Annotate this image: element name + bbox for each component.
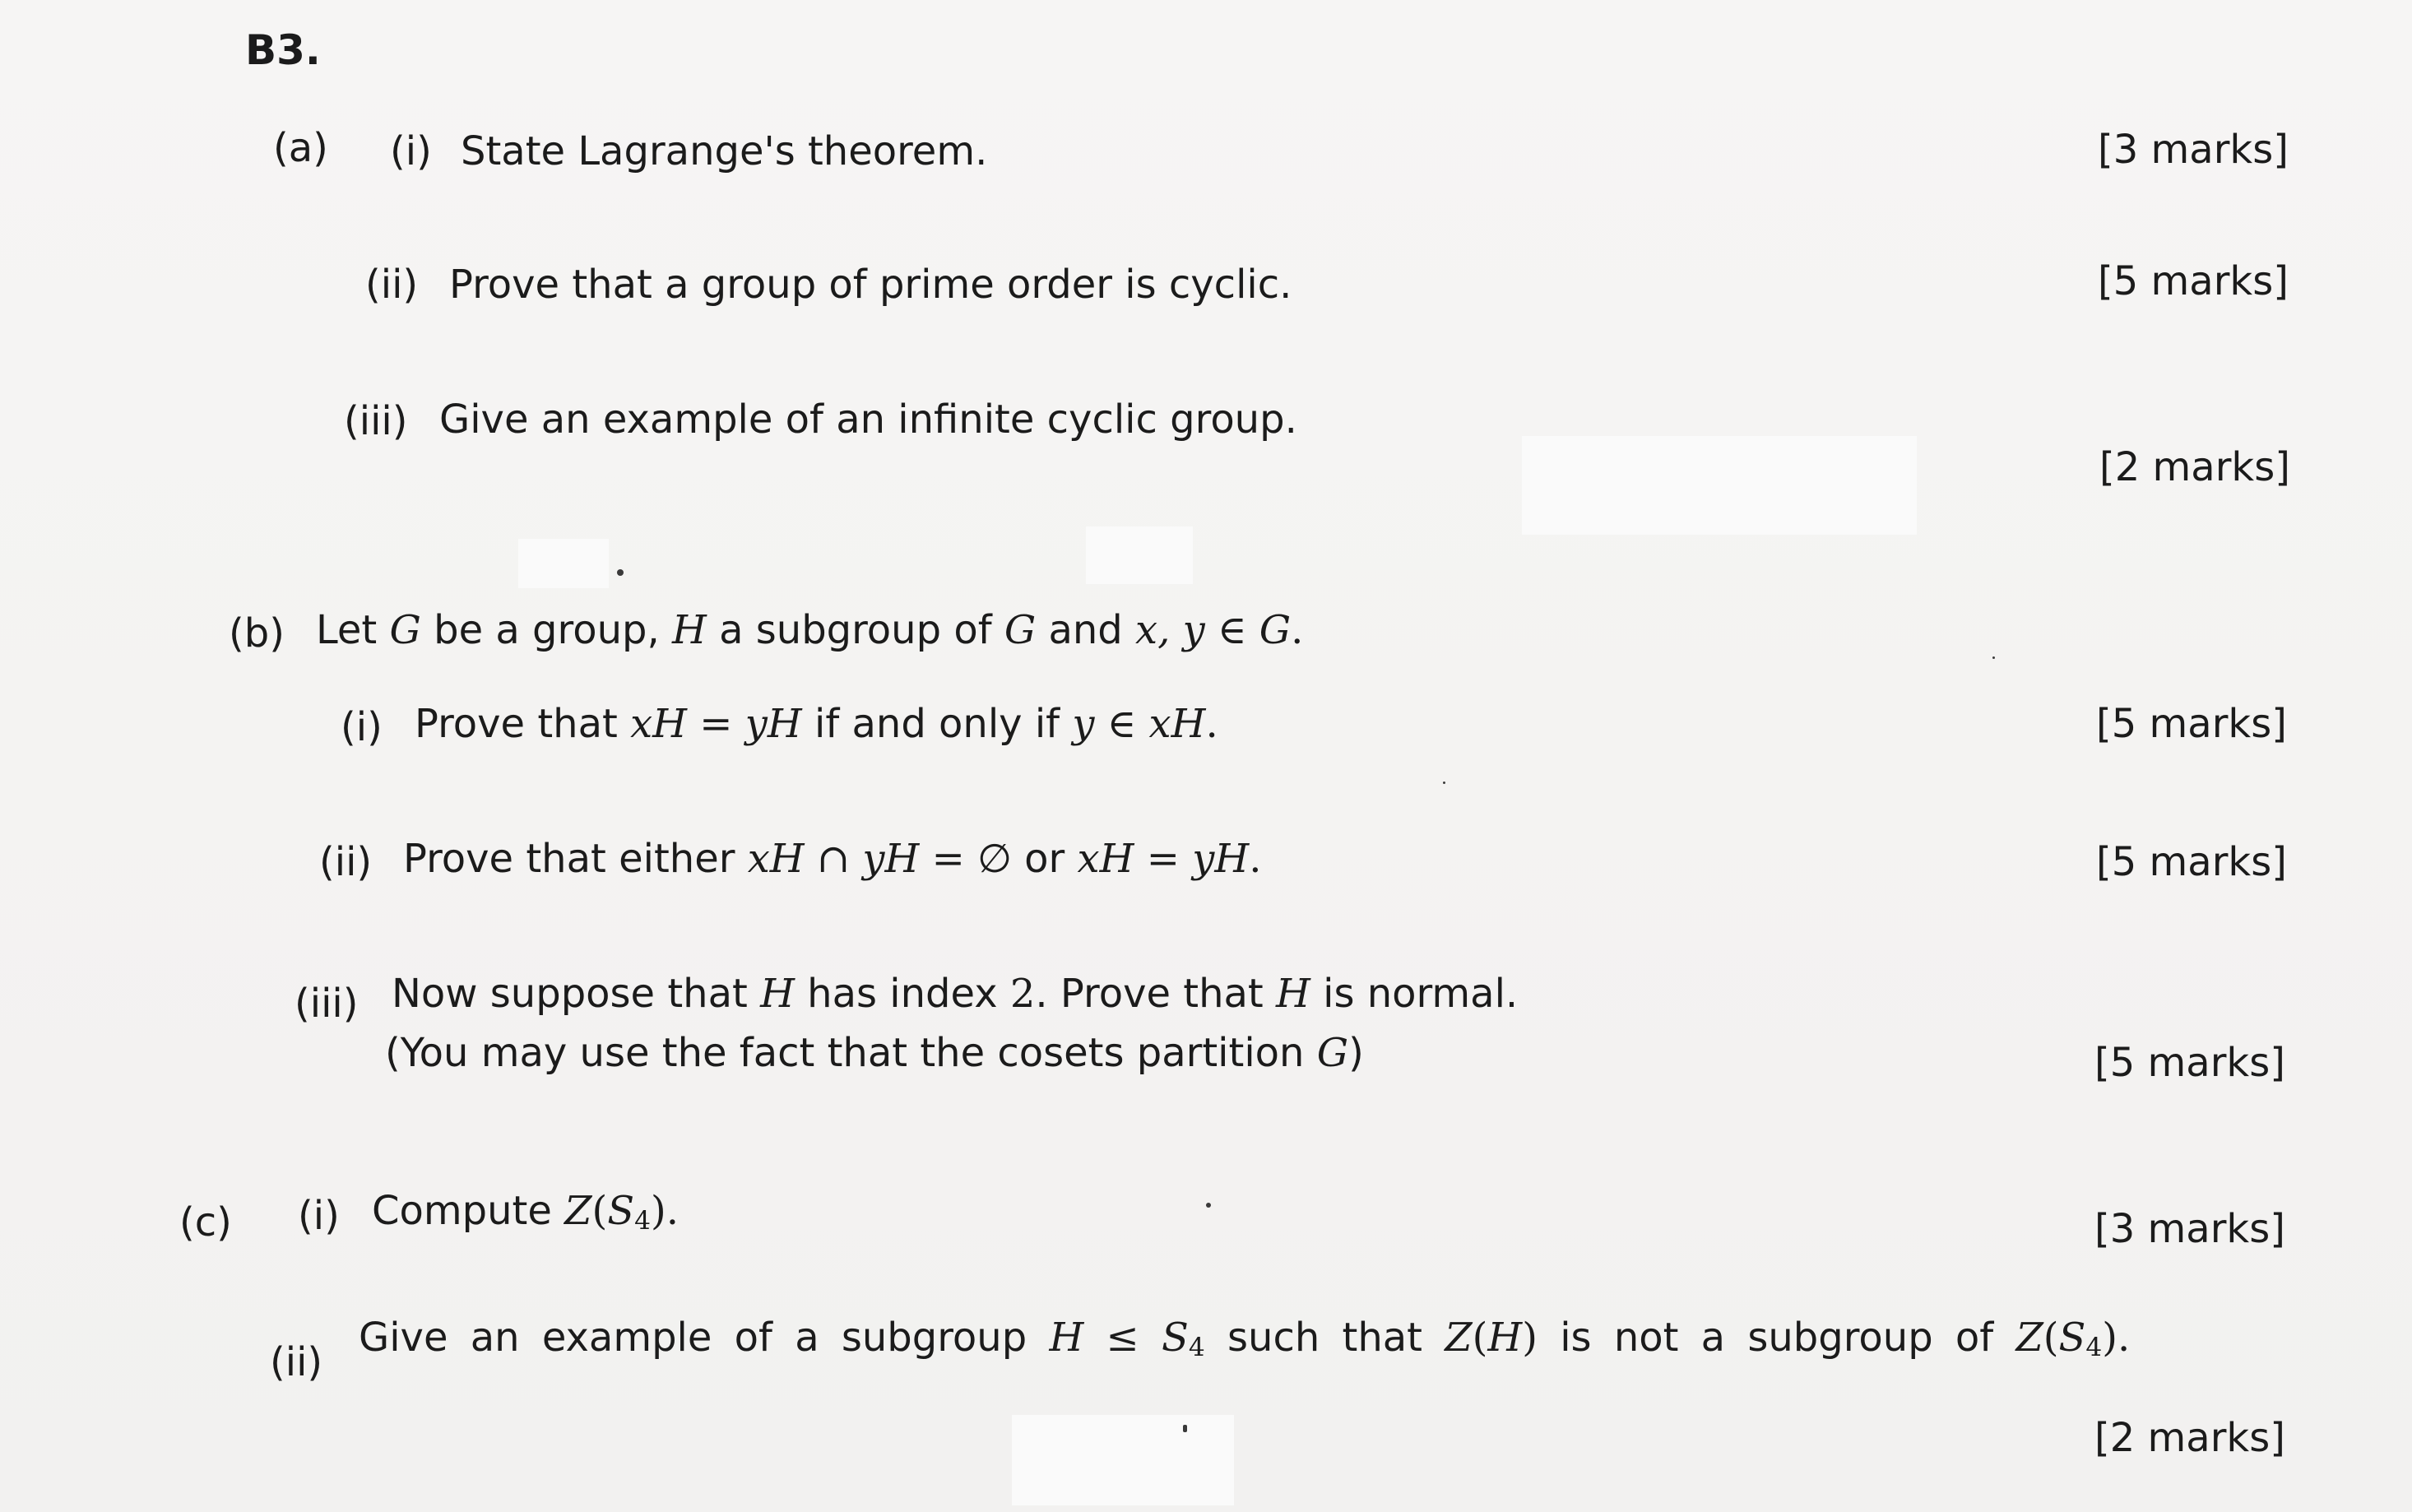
math-equals: = bbox=[687, 701, 745, 747]
part-b-ii-label: (ii) bbox=[319, 839, 373, 885]
paper-speck bbox=[617, 569, 624, 576]
intro-text: a subgroup of bbox=[706, 607, 1004, 653]
intro-text: be a group, bbox=[420, 607, 672, 653]
paper-speck bbox=[1992, 656, 1995, 659]
math-H: H bbox=[1487, 1315, 1523, 1361]
part-b-i-label: (i) bbox=[341, 704, 383, 750]
math-yH: yH bbox=[862, 836, 920, 882]
math-G: G bbox=[1259, 607, 1292, 653]
part-c-label: (c) bbox=[179, 1199, 232, 1245]
math-x-y: x, y bbox=[1135, 607, 1205, 653]
math-xH: xH bbox=[747, 836, 805, 882]
intro-text: and bbox=[1036, 607, 1136, 653]
part-a-ii-text: Prove that a group of prime order is cyclic. bbox=[449, 262, 1292, 308]
math-paren: ( bbox=[591, 1188, 608, 1234]
text: ) bbox=[1348, 1030, 1364, 1076]
paper-blemish bbox=[1012, 1415, 1234, 1505]
text: or bbox=[1011, 836, 1078, 882]
text: if and only if bbox=[801, 701, 1073, 747]
math-H: H bbox=[1049, 1315, 1084, 1361]
part-b-iii-label: (iii) bbox=[295, 981, 359, 1027]
math-S: S bbox=[1162, 1315, 1189, 1361]
text: Prove that bbox=[415, 701, 631, 747]
text: . Prove that bbox=[1035, 971, 1276, 1017]
paper-blemish bbox=[1522, 436, 1917, 535]
part-a-ii-marks: [5 marks] bbox=[2098, 258, 2289, 304]
part-b-iii-marks: [5 marks] bbox=[2094, 1040, 2285, 1086]
part-a-ii-label: (ii) bbox=[365, 262, 419, 308]
math-xH: xH bbox=[1077, 836, 1134, 882]
part-a-i-marks: [3 marks] bbox=[2098, 127, 2289, 173]
paper-blemish bbox=[518, 539, 609, 588]
math-paren: ) bbox=[1522, 1315, 1538, 1361]
math-Z: Z bbox=[1445, 1315, 1473, 1361]
math-paren: ). bbox=[2102, 1315, 2131, 1361]
text: has index bbox=[794, 971, 1010, 1017]
part-a-i-label: (i) bbox=[390, 128, 432, 174]
math-G: G bbox=[389, 607, 421, 653]
paper-speck bbox=[1443, 782, 1445, 784]
part-c-ii-marks: [2 marks] bbox=[2094, 1415, 2285, 1461]
math-element-of: ∈ bbox=[1094, 701, 1149, 747]
intro-text: Let bbox=[316, 607, 390, 653]
part-a-iii-label: (iii) bbox=[344, 398, 408, 444]
text: is normal. bbox=[1310, 971, 1519, 1017]
math-xH: xH bbox=[1148, 701, 1206, 747]
math-period: . bbox=[1249, 836, 1262, 882]
text: Give an example of a subgroup bbox=[359, 1315, 1050, 1361]
math-G: G bbox=[1004, 607, 1037, 653]
text: Prove that either bbox=[403, 836, 748, 882]
part-c-i-text bbox=[372, 1188, 679, 1236]
math-S: S bbox=[607, 1188, 635, 1234]
math-y: y bbox=[1072, 701, 1095, 747]
part-c-i-label: (i) bbox=[298, 1193, 340, 1239]
part-b-iii-note bbox=[385, 1030, 1364, 1076]
part-a-iii-marks: [2 marks] bbox=[2099, 444, 2290, 490]
math-paren: ( bbox=[2043, 1315, 2059, 1361]
math-paren: ). bbox=[650, 1188, 679, 1234]
math-G: G bbox=[1316, 1030, 1349, 1076]
math-equals-empty-set: = ∅ bbox=[919, 836, 1012, 882]
math-element-of: ∈ bbox=[1204, 607, 1259, 653]
text: is not a subgroup of bbox=[1537, 1315, 2016, 1361]
math-yH: yH bbox=[744, 701, 802, 747]
part-b-iii-text bbox=[392, 971, 1519, 1017]
math-paren: ( bbox=[1472, 1315, 1488, 1361]
math-S: S bbox=[2058, 1315, 2086, 1361]
text: Now suppose that bbox=[392, 971, 761, 1017]
math-intersection: ∩ bbox=[804, 836, 863, 882]
part-c-i-marks: [3 marks] bbox=[2094, 1206, 2285, 1252]
math-Z: Z bbox=[2015, 1315, 2043, 1361]
paper-speck bbox=[1206, 1203, 1211, 1208]
math-xH: xH bbox=[630, 701, 688, 747]
math-yH: yH bbox=[1192, 836, 1250, 882]
part-b-i-text bbox=[415, 701, 1218, 747]
math-leq: ≤ bbox=[1083, 1315, 1162, 1361]
math-period: . bbox=[1205, 701, 1218, 747]
text: such that bbox=[1204, 1315, 1445, 1361]
math-number: 2 bbox=[1009, 971, 1036, 1017]
part-a-label: (a) bbox=[273, 125, 328, 171]
part-b-label: (b) bbox=[229, 610, 285, 656]
part-b-ii-marks: [5 marks] bbox=[2096, 839, 2287, 885]
text: (You may use the fact that the cosets partition bbox=[385, 1030, 1317, 1076]
part-c-ii-label: (ii) bbox=[270, 1339, 323, 1385]
math-subscript: 4 bbox=[1188, 1333, 1205, 1363]
part-a-i-text: State Lagrange's theorem. bbox=[461, 128, 988, 174]
part-b-i-marks: [5 marks] bbox=[2096, 701, 2287, 747]
paper-speck bbox=[1183, 1425, 1187, 1432]
math-H: H bbox=[671, 607, 707, 653]
math-Z: Z bbox=[564, 1188, 592, 1234]
math-period: . bbox=[1291, 607, 1304, 653]
part-b-ii-text bbox=[403, 836, 1262, 882]
paper-blemish bbox=[1086, 526, 1193, 584]
math-H: H bbox=[760, 971, 795, 1017]
question-number: B3. bbox=[245, 26, 321, 74]
part-a-iii-text: Give an example of an infinite cyclic group. bbox=[439, 397, 1297, 443]
part-b-intro bbox=[316, 607, 1304, 653]
math-equals: = bbox=[1134, 836, 1193, 882]
math-subscript: 4 bbox=[634, 1206, 651, 1236]
text: Compute bbox=[372, 1188, 565, 1234]
math-H: H bbox=[1276, 971, 1310, 1017]
math-subscript: 4 bbox=[2085, 1333, 2103, 1363]
part-c-ii-text bbox=[359, 1315, 2131, 1363]
